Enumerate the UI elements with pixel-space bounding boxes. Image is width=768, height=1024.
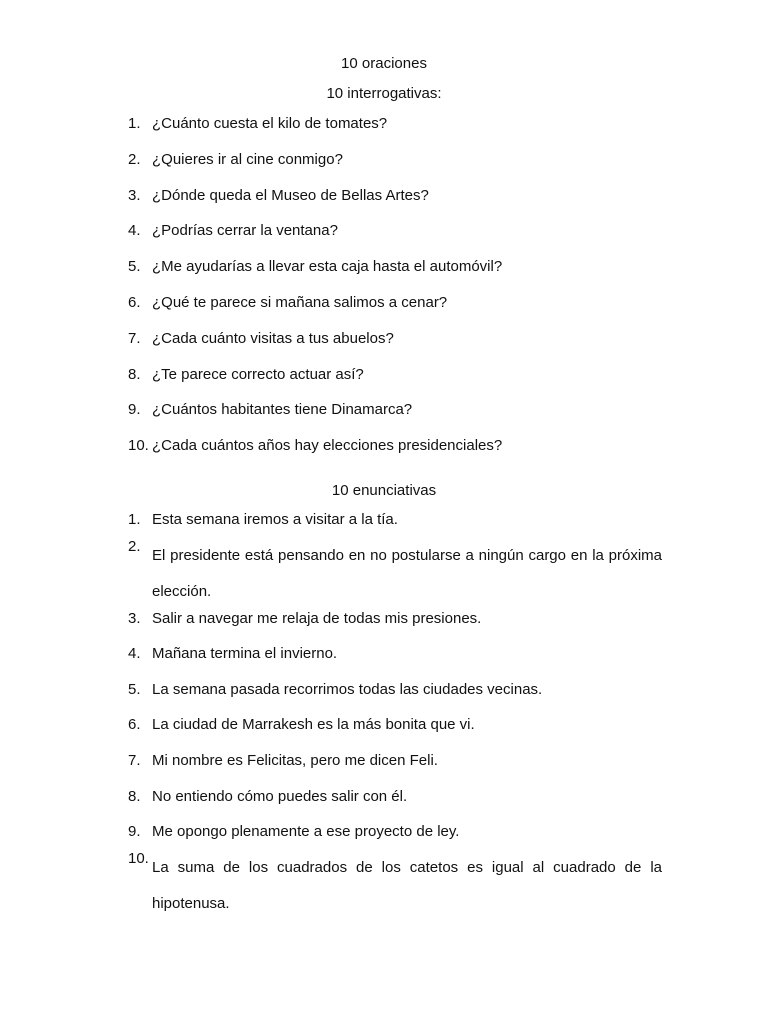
list-item	[128, 187, 662, 223]
list-item-text: No entiendo cómo puedes salir con él.	[152, 787, 408, 805]
list-item-number: 3.	[128, 609, 141, 627]
list-item-text: ¿Me ayudarías a llevar esta caja hasta el automóvil?	[152, 258, 503, 276]
list-item	[128, 752, 662, 788]
list-item-number: 1.	[128, 115, 141, 132]
list-item-number: 2.	[128, 537, 141, 555]
list-item	[128, 222, 662, 258]
list-item	[128, 294, 662, 330]
list-item-number: 7.	[128, 751, 141, 769]
list-item-text: La semana pasada recorrimos todas las ciudades vecinas.	[152, 680, 543, 698]
list-item-number: 1.	[128, 511, 141, 528]
list-item-text: ¿Podrías cerrar la ventana?	[152, 222, 338, 240]
list-item-number: 5.	[128, 680, 141, 698]
list-item-text: La ciudad de Marrakesh es la más bonita que vi.	[152, 716, 475, 734]
list-item-number: 10.	[128, 437, 149, 455]
list-item-text: Mi nombre es Felicitas, pero me dicen Feli.	[152, 751, 438, 769]
list-item	[128, 681, 662, 717]
list-item	[128, 788, 662, 824]
list-item-text: ¿Cada cuánto visitas a tus abuelos?	[152, 329, 394, 347]
list-item-text: La suma de los cuadrados de los catetos es igual al cuadrado de la hipotenusa.	[152, 858, 662, 912]
list-item-number: 3.	[128, 186, 141, 204]
list-item-text: Esta semana iremos a visitar a la tía.	[152, 511, 398, 528]
list-item-text: ¿Cada cuántos años hay elecciones presidenciales?	[152, 437, 503, 455]
list-item	[128, 258, 662, 294]
list-item-text: El presidente está pensando en no postularse a ningún cargo en la próxima elección.	[152, 546, 662, 600]
list-item	[128, 716, 662, 752]
list-item-number: 6.	[128, 716, 141, 734]
list-item-number: 4.	[128, 645, 141, 663]
list-item-text: ¿Cuántos habitantes tiene Dinamarca?	[152, 401, 413, 419]
list-item-text: ¿Dónde queda el Museo de Bellas Artes?	[152, 186, 429, 204]
list-item-number: 5.	[128, 258, 141, 276]
list-item	[128, 610, 662, 646]
list-item-number: 7.	[128, 329, 141, 347]
list-item-text: Mañana termina el invierno.	[152, 645, 338, 663]
list-item-number: 9.	[128, 823, 141, 841]
list-item-text: Me opongo plenamente a ese proyecto de ley.	[152, 823, 460, 841]
list-enunciativas	[128, 511, 662, 922]
list-item-number: 6.	[128, 293, 141, 311]
list-item	[128, 115, 662, 151]
list-item	[128, 366, 662, 402]
list-item-text: Salir a navegar me relaja de todas mis presiones.	[152, 609, 482, 627]
list-item-text: ¿Cuánto cuesta el kilo de tomates?	[152, 115, 388, 132]
document-title: 10 oraciones	[341, 55, 427, 72]
list-item	[128, 645, 662, 681]
list-item-text: ¿Te parece correcto actuar así?	[152, 365, 364, 383]
list-item-number: 10.	[128, 849, 149, 867]
list-item	[128, 538, 662, 610]
section-heading-interrogativas: 10 interrogativas:	[326, 85, 442, 102]
list-item-number: 4.	[128, 222, 141, 240]
list-interrogativas	[128, 115, 662, 473]
list-item	[128, 151, 662, 187]
list-item-number: 2.	[128, 150, 141, 168]
list-item	[128, 401, 662, 437]
list-item	[128, 330, 662, 366]
list-item-text: ¿Quieres ir al cine conmigo?	[152, 150, 343, 168]
list-item-number: 9.	[128, 401, 141, 419]
list-item	[128, 437, 662, 473]
list-item-number: 8.	[128, 365, 141, 383]
section-heading-enunciativas: 10 enunciativas	[331, 482, 437, 499]
list-item-text: ¿Qué te parece si mañana salimos a cenar?	[152, 293, 448, 311]
list-item	[128, 850, 662, 922]
list-item-number: 8.	[128, 787, 141, 805]
